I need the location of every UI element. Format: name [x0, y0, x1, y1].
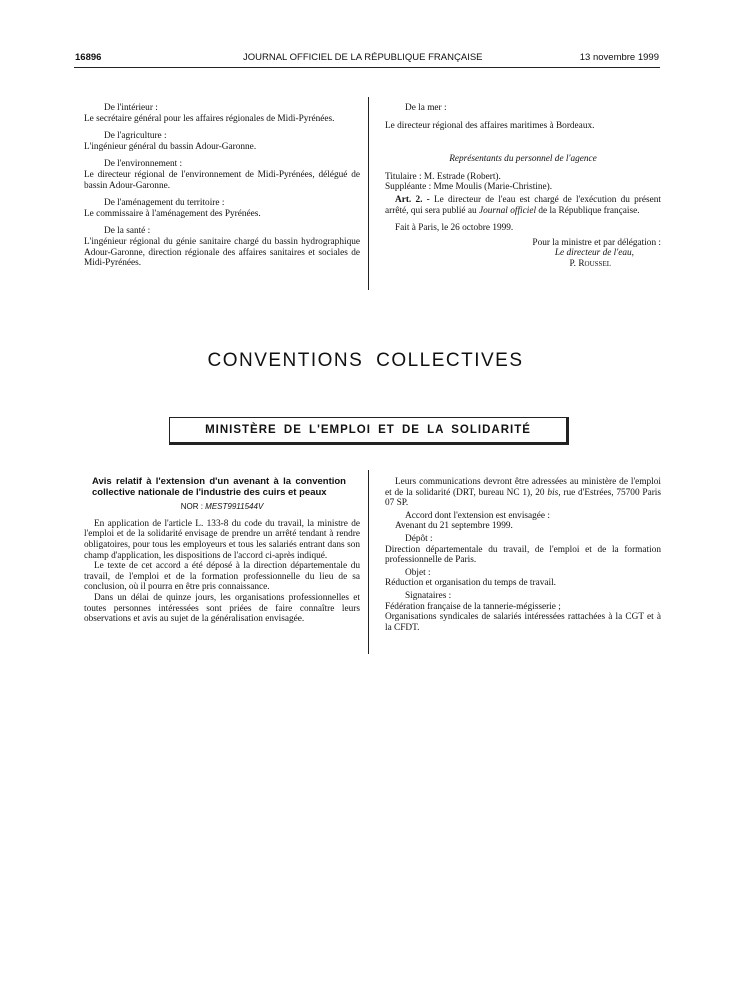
signature-line-1: Pour la ministre et par délégation : [532, 237, 661, 248]
article-2: Art. 2. - Le directeur de l'eau est chargé de l'exécution du présent arrêté, qui sera publié au Journal officiel de la République française. [385, 194, 661, 216]
objet-heading: Objet : [405, 567, 431, 578]
section-body: Le commissaire à l'aménagement des Pyrénées. [84, 208, 261, 219]
depot-heading: Dépôt : [405, 533, 433, 544]
section-body: Le directeur régional des affaires maritimes à Bordeaux. [385, 120, 595, 131]
section-heading: De l'aménagement du territoire : [104, 198, 225, 209]
upper-right-column [385, 103, 661, 270]
lower-left-column [84, 477, 360, 625]
suppleante: Suppléante : Mme Moulis (Marie-Christine). [385, 182, 553, 193]
signing-place-date: Fait à Paris, le 26 octobre 1999. [395, 223, 514, 234]
staff-heading: Représentants du personnel de l'agence [449, 154, 597, 165]
accord-heading: Accord dont l'extension est envisagée : [405, 510, 550, 521]
issue-date: 13 novembre 1999 [579, 52, 659, 63]
section-heading: De l'environnement : [104, 159, 183, 170]
signataire: Organisations syndicales de salariés intéressées rattachées à la CGT et à la CFDT. [385, 612, 661, 633]
section-body: Le secrétaire général pour les affaires régionales de Midi-Pyrénées. [84, 113, 335, 124]
column-divider [368, 470, 369, 654]
notice-title: Avis relatif à l'extension d'un avenant à la convention collective nationale de l'industrie des cuirs et peaux [92, 476, 346, 498]
section-body: L'ingénieur général du bassin Adour-Garonne. [84, 141, 257, 152]
nor-reference: NOR : MEST9911544V [180, 502, 264, 512]
page-header [0, 52, 731, 66]
titulaire: Titulaire : M. Estrade (Robert). [385, 171, 501, 182]
ministry-box [169, 417, 569, 445]
upper-left-column [84, 103, 360, 269]
lower-right-column [385, 477, 661, 633]
paragraph: Le texte de cet accord a été déposé à la direction départementale du travail, de l'emploi et de la formation professionnelle du lieu de sa conclusion, où il pourra en être pris connaissance. [84, 561, 360, 593]
section-heading: De la mer : [405, 103, 447, 113]
section-title: CONVENTIONS COLLECTIVES [207, 350, 524, 371]
paragraph: En application de l'article L. 133-8 du code du travail, la ministre de l'emploi et de la solidarité envisage de prendre un arrêté tendant à rendre obligatoires, pour tous les employeurs et tous les salariés entrant dans son champ d'application, les dispositions de l'accord ci-après indiqué. [84, 518, 360, 561]
paragraph: Dans un délai de quinze jours, les organisations professionnelles et toutes personnes intéressées sont priées de faire connaître leurs observations et avis au sujet de la généralisation envisagée. [84, 592, 360, 625]
header-rule [74, 67, 660, 68]
ministry-name: MINISTÈRE DE L'EMPLOI ET DE LA SOLIDARITÉ [205, 424, 531, 436]
signature-name: P. Roussel [569, 258, 611, 269]
article-label: Art. 2. - [395, 194, 430, 205]
depot-value: Direction départementale du travail, de l'emploi et de la formation professionnelle de Paris. [385, 544, 661, 566]
section-body: L'ingénieur régional du génie sanitaire chargé du bassin hydrographique Adour-Garonne, direction régionale des affaires sanitaires et sociales de Midi-Pyrénées. [84, 236, 360, 269]
section-heading: De l'agriculture : [104, 131, 167, 142]
column-divider [368, 97, 369, 290]
section-body: Le directeur régional de l'environnement de Midi-Pyrénées, délégué de bassin Adour-Garonne. [84, 169, 360, 191]
objet-value: Réduction et organisation du temps de travail. [385, 578, 557, 589]
section-heading: De la santé : [104, 226, 151, 237]
communications-paragraph: Leurs communications devront être adressées au ministère de l'emploi et de la solidarité (DRT, bureau NC 1), 20 bis, rue d'Estrées, 75700 Paris 07 SP. [385, 477, 661, 509]
signataire: Fédération française de la tannerie-mégisserie ; [385, 601, 561, 612]
signataires-heading: Signataires : [405, 590, 452, 601]
accord-value: Avenant du 21 septembre 1999. [395, 521, 513, 532]
page-number: 16896 [75, 52, 102, 63]
signature-line-2: Le directeur de l'eau, [554, 248, 634, 259]
section-heading: De l'intérieur : [104, 103, 158, 113]
journal-title: JOURNAL OFFICIEL DE LA RÉPUBLIQUE FRANÇAISE [243, 52, 483, 63]
